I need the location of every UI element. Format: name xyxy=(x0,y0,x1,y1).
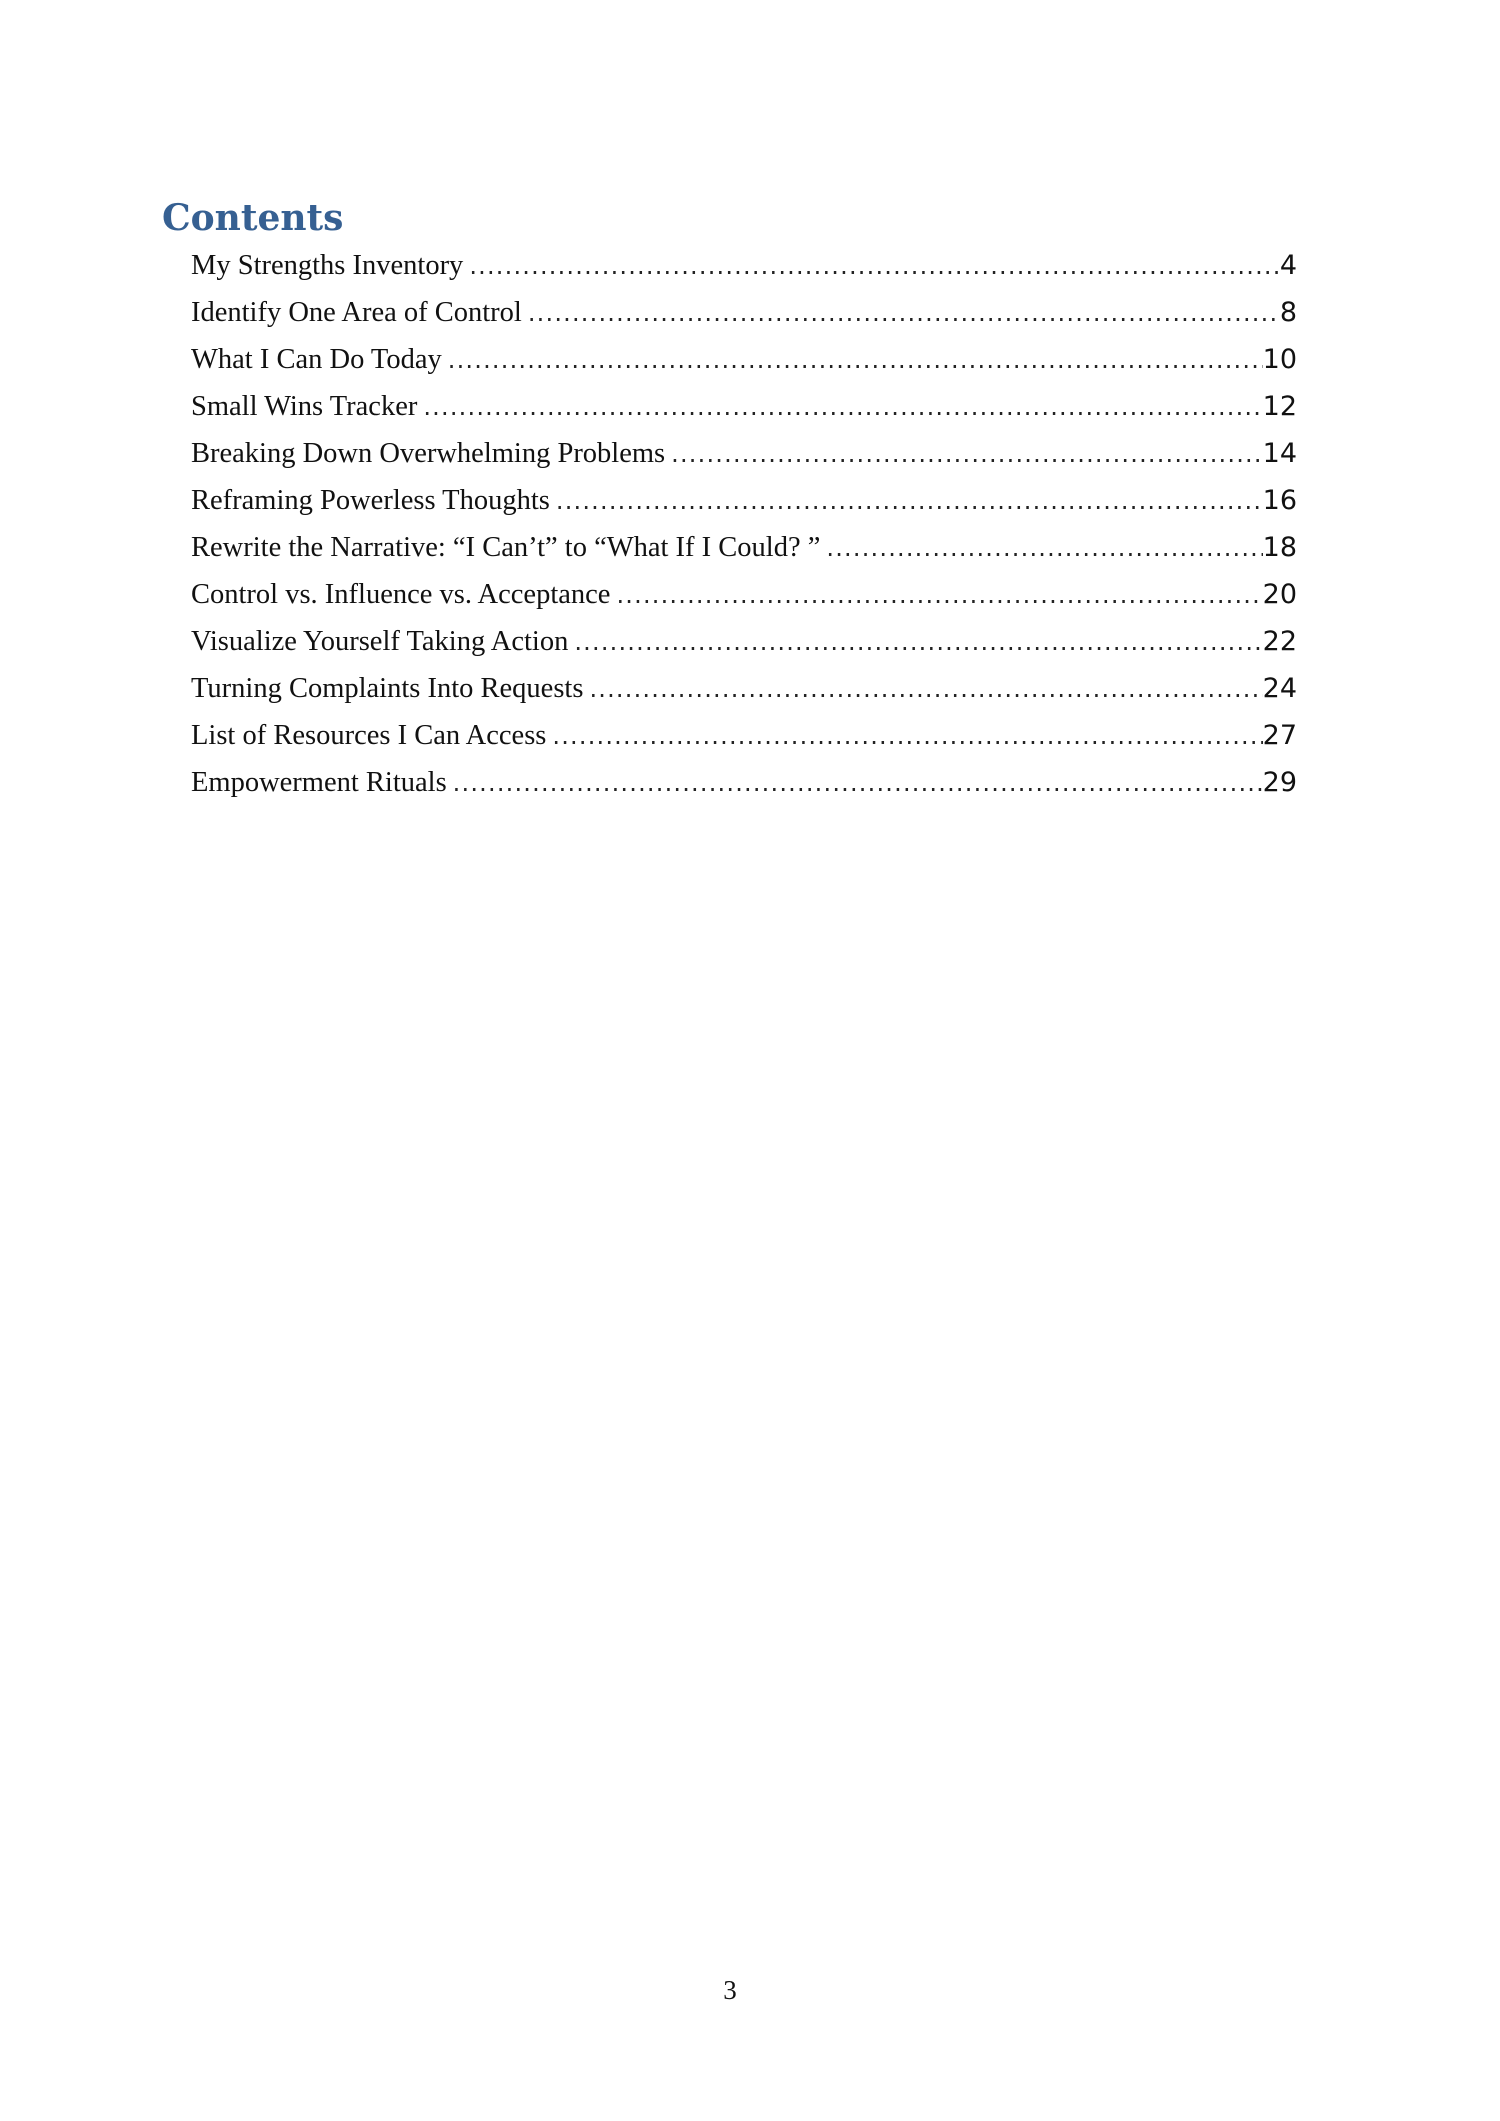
toc-entry[interactable] xyxy=(191,524,1297,571)
toc-dot-leader xyxy=(665,431,1263,477)
toc-entry-page[interactable]: 14 xyxy=(1262,438,1297,469)
toc-entry[interactable] xyxy=(191,712,1297,759)
toc-entry-page[interactable]: 27 xyxy=(1262,720,1297,751)
toc-entry-title[interactable]: Control vs. Influence vs. Acceptance xyxy=(191,579,611,610)
page-number: 3 xyxy=(723,1975,737,2005)
toc-entry-title[interactable]: Breaking Down Overwhelming Problems xyxy=(191,438,666,469)
toc-entry[interactable] xyxy=(191,618,1297,665)
toc-entry-page[interactable]: 24 xyxy=(1262,673,1297,704)
toc-entry-title[interactable]: What I Can Do Today xyxy=(191,344,442,375)
toc-entry-title[interactable]: Visualize Yourself Taking Action xyxy=(191,626,569,657)
toc-entry-title[interactable]: Reframing Powerless Thoughts xyxy=(191,485,550,516)
toc-entry-page[interactable]: 16 xyxy=(1262,485,1297,516)
toc-entry-page[interactable]: 20 xyxy=(1262,579,1297,610)
toc-dot-leader xyxy=(442,337,1263,383)
toc-entry-title[interactable]: Empowerment Rituals xyxy=(191,767,447,798)
toc-entry[interactable] xyxy=(191,759,1297,806)
toc-dot-leader xyxy=(546,713,1262,759)
toc-entry-page[interactable]: 18 xyxy=(1262,532,1297,563)
toc-dot-leader xyxy=(522,290,1280,336)
toc-entry[interactable] xyxy=(191,383,1297,430)
toc-entry[interactable] xyxy=(191,571,1297,618)
toc-dot-leader xyxy=(417,384,1262,430)
toc-entry[interactable] xyxy=(191,289,1297,336)
toc-dot-leader xyxy=(550,478,1263,524)
toc-entry[interactable] xyxy=(191,242,1297,289)
toc-entry-page[interactable]: 10 xyxy=(1262,344,1297,375)
toc-entry-page[interactable]: 4 xyxy=(1279,250,1297,281)
toc-dot-leader xyxy=(568,619,1262,665)
toc-entry[interactable] xyxy=(191,430,1297,477)
toc-entry-title[interactable]: Identify One Area of Control xyxy=(191,297,522,328)
toc-entry-title[interactable]: List of Resources I Can Access xyxy=(191,720,547,751)
toc-entry[interactable] xyxy=(191,336,1297,383)
toc-entry-title[interactable]: Rewrite the Narrative: “I Can’t” to “What If I Could? ” xyxy=(191,532,821,563)
toc-entry-page[interactable]: 12 xyxy=(1262,391,1297,422)
toc-dot-leader xyxy=(583,666,1262,712)
toc-entry-title[interactable]: My Strengths Inventory xyxy=(191,250,464,281)
toc-entry[interactable] xyxy=(191,477,1297,524)
toc-entry-title[interactable]: Turning Complaints Into Requests xyxy=(191,673,584,704)
contents-heading: Contents xyxy=(162,197,344,239)
toc-dot-leader xyxy=(820,525,1262,571)
toc-entry-title[interactable]: Small Wins Tracker xyxy=(191,391,418,422)
toc-dot-leader xyxy=(447,760,1263,806)
toc-dot-leader xyxy=(463,243,1280,289)
toc-entry-page[interactable]: 8 xyxy=(1279,297,1297,328)
toc-entry-page[interactable]: 29 xyxy=(1262,767,1297,798)
toc-dot-leader xyxy=(610,572,1262,618)
table-of-contents xyxy=(191,242,1297,806)
toc-entry-page[interactable]: 22 xyxy=(1262,626,1297,657)
toc-entry[interactable] xyxy=(191,665,1297,712)
